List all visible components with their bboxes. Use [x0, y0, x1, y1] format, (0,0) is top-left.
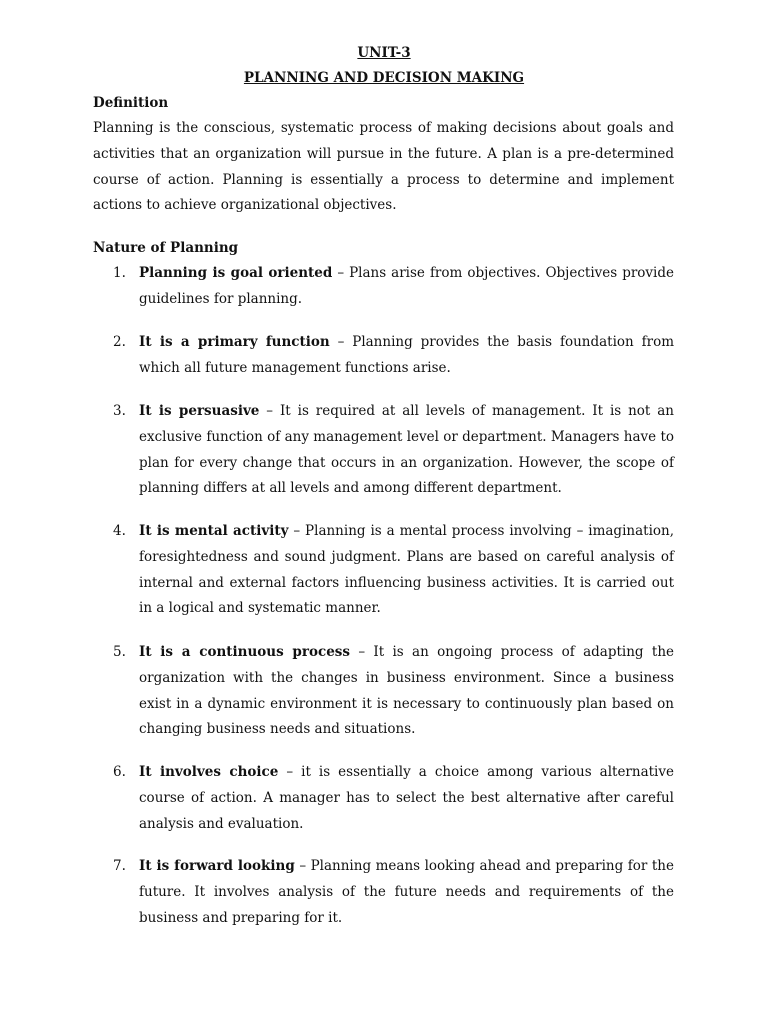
list-item-text: – It is required at all levels of management. It is not an exclusive function of any management level or department. Managers have to plan for every change that occurs in an organization. However, the scope of planning differs at all levels and among different department. — [139, 403, 674, 497]
list-item-body — [139, 854, 674, 931]
list-item-body — [139, 640, 674, 743]
list-item — [113, 640, 674, 743]
list-item — [113, 854, 674, 931]
list-item — [113, 760, 674, 837]
list-item — [113, 399, 674, 502]
page-title: PLANNING AND DECISION MAKING — [243, 70, 525, 86]
list-item-lead: It involves choice — [139, 764, 279, 780]
list-item-lead: It is mental activity — [139, 523, 289, 539]
list-item — [113, 330, 674, 382]
list-item-number: 3. — [113, 403, 126, 419]
list-item-lead: It is a primary function — [139, 334, 330, 350]
list-item-number: 2. — [113, 334, 126, 350]
unit-heading: UNIT-3 — [357, 45, 411, 61]
definition-paragraph: Planning is the conscious, systematic process of making decisions about goals and activities that an organization will pursue in the future. A plan is a pre-determined course of action. Planning is essentially a process to determine and implement actions to achieve organizational objectives. — [93, 120, 674, 214]
list-item-lead: It is forward looking — [139, 858, 295, 874]
definition-heading: Definition — [93, 95, 169, 111]
list-item-text: – Planning provides the basis foundation from which all future management functions arise. — [139, 334, 674, 376]
list-item-lead: It is persuasive — [139, 403, 260, 419]
list-item-text: – It is an ongoing process of adapting the organization with the changes in business environment. Since a business exist in a dynamic environment it is necessary to continuously plan based on changing business needs and situations. — [139, 644, 674, 738]
list-item-number: 7. — [113, 858, 126, 874]
list-item-number: 6. — [113, 764, 126, 780]
list-item-lead: It is a continuous process — [139, 644, 350, 660]
list-item-number: 4. — [113, 523, 126, 539]
list-item — [113, 261, 674, 313]
list-item-body — [139, 519, 674, 622]
list-item-text: – Planning is a mental process involving – imagination, foresightedness and sound judgment. Plans are based on careful analysis of internal and external factors influencing business activities. It is carried out in a logical and systematic manner. — [139, 523, 674, 617]
list-item — [113, 519, 674, 622]
list-item-body — [139, 330, 674, 382]
list-item-text: – it is essentially a choice among various alternative course of action. A manager has to select the best alternative after careful analysis and evaluation. — [139, 764, 674, 832]
list-item-text: – Planning means looking ahead and preparing for the future. It involves analysis of the future needs and requirements of the business and preparing for it. — [139, 858, 674, 926]
list-item-body — [139, 760, 674, 837]
list-item-number: 5. — [113, 644, 126, 660]
list-item-lead: Planning is goal oriented — [139, 265, 333, 281]
list-item-text: – Plans arise from objectives. Objectives provide guidelines for planning. — [139, 265, 674, 307]
list-item-number: 1. — [113, 265, 126, 281]
list-item-body — [139, 261, 674, 313]
list-item-body — [139, 399, 674, 502]
nature-heading: Nature of Planning — [93, 240, 239, 256]
